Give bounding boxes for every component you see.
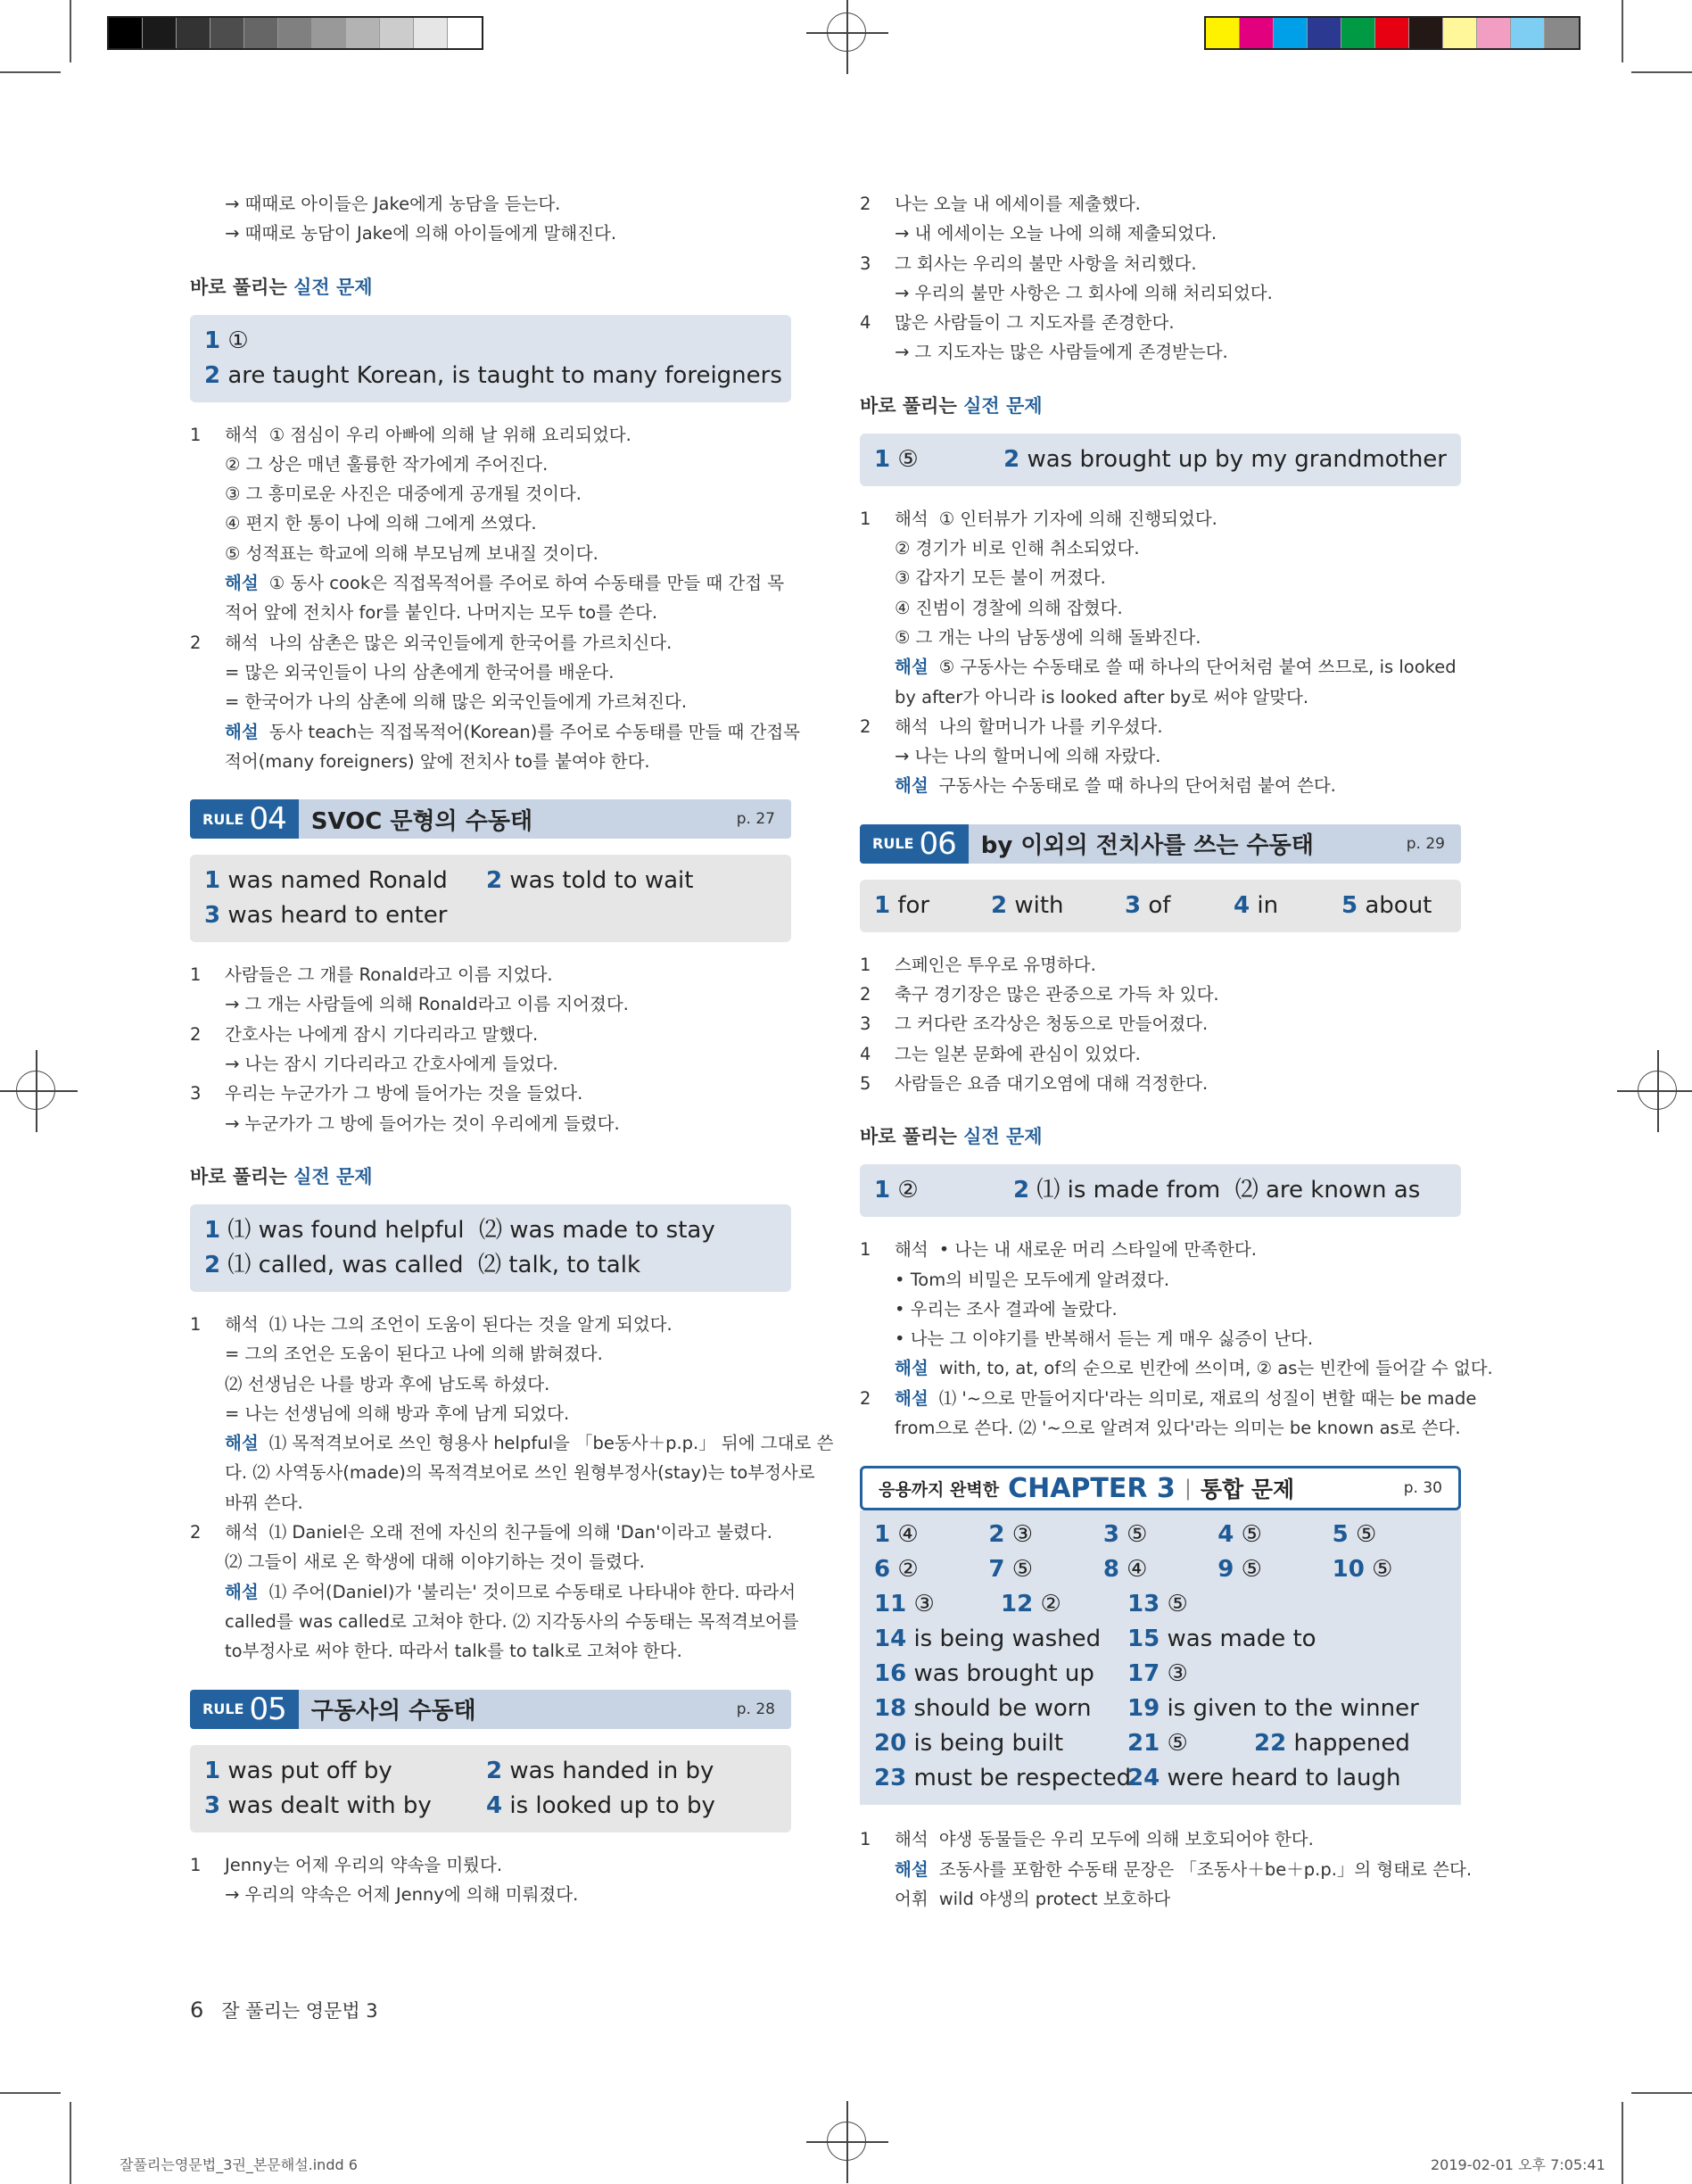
left-column	[190, 189, 834, 1909]
text-line	[860, 563, 1461, 592]
item-number: 1	[190, 1313, 202, 1335]
line-text: from으로 쓴다. ⑵ '~으로 알려져 있다'라는 의미는 be known as로 쓴다.	[895, 1418, 1461, 1439]
line-text: • 나는 그 이야기를 반복해서 듣는 게 매우 싫증이 난다.	[895, 1328, 1314, 1350]
item-number: 1	[860, 1829, 871, 1850]
explanation-line	[190, 628, 791, 658]
registration-mark-right	[1638, 1071, 1677, 1110]
rule-04-header	[190, 799, 791, 839]
text-line: → 때때로 아이들은 Jake에게 농담을 듣는다.	[225, 194, 561, 214]
rule-title: 구동사의 수동태	[310, 1698, 476, 1725]
line-label: 해설	[895, 1387, 929, 1409]
item-number: 5	[860, 1072, 871, 1094]
explanation-line	[860, 771, 1461, 800]
text-line	[860, 308, 1461, 337]
line-text: 스페인은 투우로 유명하다.	[895, 954, 1096, 975]
explanation-line	[860, 712, 1461, 741]
line-text: ① 동사 cook은 직접목적어를 주어로 하여 수동태를 만들 때 간접 목	[268, 573, 785, 594]
cmyk-color-bar	[1204, 16, 1581, 50]
text-line	[190, 658, 791, 687]
practice-heading: 바로 풀리는 실전 문제	[860, 394, 1043, 417]
text-line	[860, 741, 1461, 771]
line-label: 해설	[225, 1433, 259, 1454]
answer-cell: 4 ⑤	[1217, 1521, 1262, 1549]
text-line	[190, 1458, 815, 1487]
text-line	[860, 593, 1461, 623]
item-number: 4	[860, 1043, 871, 1064]
item-number: 2	[860, 984, 871, 1005]
line-label: 해석	[225, 424, 259, 445]
explanation-line	[860, 1384, 1477, 1413]
line-text: • 우리는 조사 결과에 놀랐다.	[895, 1298, 1118, 1320]
text-line	[860, 1069, 1461, 1098]
item-number: 2	[190, 632, 202, 653]
line-text: → 나는 잠시 기다리라고 간호사에게 들었다.	[225, 1054, 558, 1075]
line-label: 해설	[225, 1581, 259, 1602]
line-text: → 내 에세이는 오늘 나에 의해 제출되었다.	[895, 223, 1217, 244]
item-number: 2	[860, 194, 871, 214]
rule-tag: RULE 04	[190, 799, 299, 839]
explanation-line	[190, 568, 791, 598]
line-label: 해설	[895, 1358, 929, 1379]
crop-mark	[70, 0, 71, 62]
text-line	[190, 1049, 791, 1079]
rule-06-header	[860, 824, 1461, 864]
rule-answer-box: 1 for 2 with 3 of 4 in 5 about	[860, 880, 1461, 932]
rule-answer-box: 1 was named Ronald 2 was told to wait 3 was heard to enter	[190, 855, 791, 942]
line-label: 해설	[895, 775, 929, 797]
explanation-line	[190, 420, 791, 450]
text-line	[190, 747, 791, 776]
registration-mark-top	[827, 12, 866, 52]
explanation-lines	[190, 1310, 834, 1667]
line-text: ⑤ 성적표는 학교에 의해 부모님께 보내질 것이다.	[225, 542, 598, 564]
crop-mark	[0, 2092, 61, 2094]
grayscale-color-bar	[107, 16, 483, 50]
registration-mark-bottom	[827, 2122, 866, 2161]
line-text: ② 그 상은 매년 훌륭한 작가에게 주어진다.	[225, 453, 549, 475]
registration-mark-left	[16, 1071, 55, 1110]
text-line	[860, 1009, 1461, 1038]
line-label: 해석	[225, 1522, 259, 1543]
line-text: → 우리의 불만 사항은 그 회사에 의해 처리되었다.	[895, 282, 1273, 303]
text-line	[190, 1079, 791, 1108]
line-text: ④ 편지 한 통이 나에 의해 그에게 쓰였다.	[225, 513, 537, 534]
line-text: ③ 갑자기 모든 불이 꺼졌다.	[895, 567, 1106, 589]
item-number: 1	[190, 1854, 202, 1875]
line-text: → 누군가가 그 방에 들어가는 것이 우리에게 들렸다.	[225, 1113, 620, 1134]
line-text: = 그의 조언은 도움이 된다고 나에 의해 밝혀졌다.	[225, 1344, 603, 1365]
explanation-line	[190, 1310, 791, 1339]
explanation-line	[860, 1884, 1461, 1914]
answer-cell: 14 is being washed	[874, 1626, 1102, 1653]
explanation-line	[860, 504, 1461, 534]
item-number: 2	[860, 1387, 871, 1409]
text-line	[860, 623, 1461, 652]
answer-cell: 17 ③	[1127, 1660, 1188, 1688]
line-text: = 나는 선생님에 의해 방과 후에 남게 되었다.	[225, 1402, 570, 1424]
text-line: → 때때로 농담이 Jake에 의해 아이들에게 말해진다.	[225, 223, 617, 244]
line-text: called를 was called로 고쳐야 한다. ⑵ 지각동사의 수동태는 목적격보어를	[225, 1610, 799, 1632]
line-text: 사람들은 그 개를 Ronald라고 이름 지었다.	[225, 964, 553, 986]
line-text: • Tom의 비밀은 모두에게 알려졌다.	[895, 1269, 1170, 1290]
book-title: 잘 풀리는 영문법 3	[221, 2000, 378, 2022]
line-text: 많은 사람들이 그 지도자를 존경한다.	[895, 312, 1175, 334]
practice-heading: 바로 풀리는 실전 문제	[860, 1126, 1043, 1148]
practice-answer-box: 1 ⑴ was found helpful ⑵ was made to stay 2 ⑴ called, was called ⑵ talk, to talk	[190, 1204, 791, 1292]
text-line	[190, 598, 791, 627]
text-line	[860, 189, 1461, 219]
answer-cell: 22 happened	[1254, 1730, 1410, 1758]
crop-mark	[0, 71, 61, 73]
line-label: 어휘	[895, 1888, 929, 1909]
text-line	[190, 1880, 791, 1909]
line-label: 해석	[895, 1829, 929, 1850]
answer-cell: 12 ②	[1001, 1591, 1061, 1618]
line-text: ① 점심이 우리 아빠에 의해 날 위해 요리되었다.	[268, 424, 631, 445]
line-label: 해석	[895, 508, 929, 529]
text-line	[190, 989, 791, 1019]
line-label: 해설	[225, 573, 259, 594]
text-line	[190, 1607, 799, 1636]
line-text: ② 경기가 비로 인해 취소되었다.	[895, 538, 1140, 559]
item-number: 1	[860, 508, 871, 529]
text-line	[860, 249, 1461, 278]
explanation-lines	[860, 504, 1461, 801]
page-number: 6	[190, 1998, 204, 2023]
line-text: 나는 오늘 내 에세이를 제출했다.	[895, 194, 1141, 214]
line-text: 구동사는 수동태로 쓸 때 하나의 단어처럼 붙여 쓴다.	[938, 775, 1336, 797]
line-label: 해설	[225, 721, 259, 742]
explanation-line	[190, 1518, 791, 1547]
answer-cell: 21 ⑤	[1127, 1730, 1188, 1758]
explanation-line	[190, 717, 801, 747]
line-text: 야생 동물들은 우리 모두에 의해 보호되어야 한다.	[938, 1829, 1314, 1850]
rule-answer-box: 1 was put off by 2 was handed in by 3 was dealt with by 4 is looked up to by	[190, 1745, 791, 1832]
explanation-lines	[860, 1824, 1473, 1914]
text-line	[190, 479, 791, 509]
answer-cell: 5 ⑤	[1332, 1521, 1377, 1549]
explanation-lines	[190, 420, 801, 777]
line-text: 조동사를 포함한 수동태 문장은 「조동사＋be＋p.p.」의 형태로 쓴다.	[938, 1858, 1473, 1880]
crop-mark	[70, 2102, 71, 2184]
answer-cell: 1 ④	[874, 1521, 919, 1549]
text-line	[860, 534, 1461, 563]
answer-cell: 24 were heard to laugh	[1127, 1765, 1401, 1792]
chapter-3-header: 응용까지 완벽한 CHAPTER 3 | 통합 문제 p. 30	[860, 1466, 1461, 1510]
practice-answer-box: 1 ② 2 ⑴ is made from ⑵ are known as	[860, 1164, 1461, 1217]
answer-cell: 10 ⑤	[1332, 1556, 1393, 1584]
slug-filename: 잘풀리는영문법_3권_본문해설.indd 6	[120, 2156, 358, 2173]
line-text: • 나는 내 새로운 머리 스타일에 만족한다.	[938, 1239, 1257, 1261]
item-number: 4	[860, 312, 871, 334]
line-text: ③ 그 흥미로운 사진은 대중에게 공개될 것이다.	[225, 484, 582, 505]
slug-timestamp: 2019-02-01 오후 7:05:41	[1431, 2156, 1605, 2173]
line-text: 사람들은 요즘 대기오염에 대해 걱정한다.	[895, 1072, 1209, 1094]
page-reference: p. 28	[736, 1700, 775, 1718]
line-text: 그는 일본 문화에 관심이 있었다.	[895, 1043, 1141, 1064]
line-text: 바꿔 쓴다.	[225, 1492, 303, 1513]
text-line	[190, 1547, 791, 1576]
page-reference: p. 30	[1403, 1479, 1442, 1498]
text-line	[190, 960, 791, 989]
line-text: 적어(many foreigners) 앞에 전치사 to를 붙여야 한다.	[225, 750, 650, 772]
text-line	[190, 1488, 791, 1518]
line-text: ⑤ 구동사는 수동태로 쓸 때 하나의 단어처럼 붙여 쓰므로, is looked	[938, 657, 1457, 678]
line-text: ⑤ 그 개는 나의 남동생에 의해 돌봐진다.	[895, 626, 1201, 648]
line-text: 적어 앞에 전치사 for를 붙인다. 나머지는 모두 to를 쓴다.	[225, 602, 658, 624]
line-text: = 한국어가 나의 삼촌에 의해 많은 외국인들에게 가르쳐진다.	[225, 691, 688, 713]
crop-mark	[1622, 0, 1623, 62]
chapter-answer-grid	[860, 1510, 1461, 1805]
text-line	[190, 1109, 791, 1138]
line-text: ⑴ '~으로 만들어지다'라는 의미로, 재료의 성질이 변할 때는 be made	[938, 1387, 1477, 1409]
text-line	[860, 1039, 1461, 1069]
explanation-line	[860, 1353, 1493, 1383]
line-text: 나의 할머니가 나를 키우셨다.	[938, 716, 1163, 737]
practice-heading: 바로 풀리는 실전 문제	[190, 1165, 373, 1187]
answer-cell: 19 is given to the winner	[1127, 1695, 1419, 1723]
text-line	[190, 1369, 791, 1399]
text-line	[860, 278, 1461, 308]
answer-cell: 18 should be worn	[874, 1695, 1092, 1723]
answer-cell: 23 must be respected	[874, 1765, 1132, 1792]
rule-title: SVOC 문형의 수동태	[310, 807, 533, 835]
item-number: 3	[860, 1013, 871, 1035]
line-text: wild 야생의 protect 보호하다	[938, 1888, 1171, 1909]
answer-cell: 9 ⑤	[1217, 1556, 1262, 1584]
explanation-line	[190, 1428, 834, 1458]
item-number: 2	[190, 1522, 202, 1543]
page-reference: p. 29	[1406, 834, 1445, 853]
explanation-line	[860, 1855, 1473, 1884]
line-text: = 많은 외국인들이 나의 삼촌에게 한국어를 배운다.	[225, 661, 615, 682]
text-line	[190, 450, 791, 479]
explanation-line	[860, 652, 1461, 682]
line-label: 해설	[895, 1858, 929, 1880]
answer-cell: 8 ④	[1102, 1556, 1148, 1584]
text-line	[860, 1295, 1461, 1324]
text-line	[860, 1324, 1461, 1353]
rule-title: by 이외의 전치사를 쓰는 수동태	[980, 832, 1314, 860]
line-text: → 우리의 약속은 어제 Jenny에 의해 미뤄졌다.	[225, 1883, 579, 1905]
explanation-line	[860, 1824, 1461, 1854]
translation-lines	[860, 950, 1461, 1098]
answer-cell: 3 ⑤	[1102, 1521, 1148, 1549]
crop-mark	[1631, 71, 1692, 73]
line-text: 간호사는 나에게 잠시 기다리라고 말했다.	[225, 1023, 539, 1045]
explanation-line	[190, 1577, 796, 1607]
line-text: 그 커다란 조각상은 청동으로 만들어졌다.	[895, 1013, 1209, 1035]
text-line	[190, 1339, 791, 1369]
line-text: ⑴ 목적격보어로 쓰인 형용사 helpful을 「be동사＋p.p.」 뒤에 그대로 쓴	[268, 1433, 834, 1454]
explanation-lines	[860, 1235, 1493, 1443]
item-number: 1	[860, 954, 871, 975]
item-number: 1	[190, 424, 202, 445]
line-text: 다. ⑵ 사역동사(made)의 목적격보어로 쓰인 원형부정사(stay)는 to부정사로	[225, 1462, 815, 1484]
text-line	[190, 687, 791, 716]
item-number: 2	[190, 1023, 202, 1045]
text-line	[860, 682, 1461, 712]
line-label: 해석	[225, 632, 259, 653]
line-text: Jenny는 어제 우리의 약속을 미뤘다.	[225, 1854, 503, 1875]
line-text: to부정사로 써야 한다. 따라서 talk를 to talk로 고쳐야 한다.	[225, 1641, 682, 1662]
practice-heading: 바로 풀리는 실전 문제	[190, 276, 373, 298]
line-text: 나의 삼촌은 많은 외국인들에게 한국어를 가르치신다.	[268, 632, 673, 653]
text-line	[860, 219, 1461, 248]
line-text: 그 회사는 우리의 불만 사항을 처리했다.	[895, 252, 1197, 274]
line-text: 동사 teach는 직접목적어(Korean)를 주어로 수동태를 만들 때 간접목	[268, 721, 801, 742]
text-line	[190, 1636, 791, 1666]
text-line	[860, 1413, 1461, 1443]
line-text: → 그 개는 사람들에 의해 Ronald라고 이름 지어졌다.	[225, 994, 629, 1015]
page-footer	[190, 1997, 378, 2023]
text-line	[860, 337, 1461, 367]
line-text: ⑵ 그들이 새로 온 학생에 대해 이야기하는 것이 들렸다.	[225, 1551, 645, 1573]
text-line	[190, 1020, 791, 1049]
line-text: ⑴ 주어(Daniel)가 '불리는' 것이므로 수동태로 나타내야 한다. 따라서	[268, 1581, 796, 1602]
item-number: 2	[860, 716, 871, 737]
line-text: 우리는 누군가가 그 방에 들어가는 것을 들었다.	[225, 1083, 583, 1104]
line-text: ① 인터뷰가 기자에 의해 진행되었다.	[938, 508, 1217, 529]
line-text: 축구 경기장은 많은 관중으로 가득 차 있다.	[895, 984, 1219, 1005]
translation-lines	[190, 1850, 791, 1910]
line-label: 해석	[895, 716, 929, 737]
answer-cell: 7 ⑤	[988, 1556, 1034, 1584]
answer-cell: 20 is being built	[874, 1730, 1064, 1758]
text-line	[860, 980, 1461, 1009]
answer-cell: 16 was brought up	[874, 1660, 1094, 1688]
translation-lines	[190, 960, 791, 1138]
translation-lines	[860, 189, 1461, 368]
text-line	[190, 1850, 791, 1880]
rule-tag: RULE 05	[190, 1690, 299, 1729]
text-line	[190, 539, 791, 568]
answer-cell: 11 ③	[874, 1591, 935, 1618]
answer-cell: 15 was made to	[1127, 1626, 1316, 1653]
line-label: 해석	[225, 1313, 259, 1335]
text-line	[860, 950, 1461, 980]
line-label: 해석	[895, 1239, 929, 1261]
line-text: → 나는 나의 할머니에 의해 자랐다.	[895, 746, 1161, 767]
line-text: ⑴ 나는 그의 조언이 도움이 된다는 것을 알게 되었다.	[268, 1313, 673, 1335]
right-column	[860, 189, 1493, 1914]
item-number: 3	[860, 252, 871, 274]
intro-lines	[190, 189, 791, 249]
practice-answer-box: 1 ⑤ 2 was brought up by my grandmother	[860, 434, 1461, 486]
crop-mark	[1631, 2092, 1692, 2094]
item-number: 1	[190, 964, 202, 986]
practice-answer-box: 1 ① 2 are taught Korean, is taught to many foreigners	[190, 315, 791, 402]
answer-cell: 2 ③	[988, 1521, 1034, 1549]
text-line	[190, 509, 791, 538]
line-text: → 그 지도자는 많은 사람들에게 존경받는다.	[895, 342, 1228, 363]
line-text: by after가 아니라 is looked after by로 써야 알맞다.	[895, 686, 1309, 707]
line-text: ⑴ Daniel은 오래 전에 자신의 친구들에 의해 'Dan'이라고 불렸다.	[268, 1522, 772, 1543]
page-reference: p. 27	[736, 810, 775, 829]
item-number: 1	[860, 1239, 871, 1261]
crop-mark	[1622, 2102, 1623, 2184]
line-text: ④ 진범이 경찰에 의해 잡혔다.	[895, 597, 1123, 618]
text-line	[190, 1399, 791, 1428]
line-text: with, to, at, of의 순으로 빈칸에 쓰이며, ② as는 빈칸에 들어갈 수 없다.	[938, 1358, 1493, 1379]
rule-05-header	[190, 1690, 791, 1729]
answer-cell: 6 ②	[874, 1556, 919, 1584]
explanation-line	[860, 1235, 1461, 1264]
answer-cell: 13 ⑤	[1127, 1591, 1188, 1618]
line-text: ⑵ 선생님은 나를 방과 후에 남도록 하셨다.	[225, 1373, 550, 1394]
line-label: 해설	[895, 657, 929, 678]
rule-tag: RULE 06	[860, 824, 969, 864]
item-number: 3	[190, 1083, 202, 1104]
text-line	[860, 1265, 1461, 1295]
